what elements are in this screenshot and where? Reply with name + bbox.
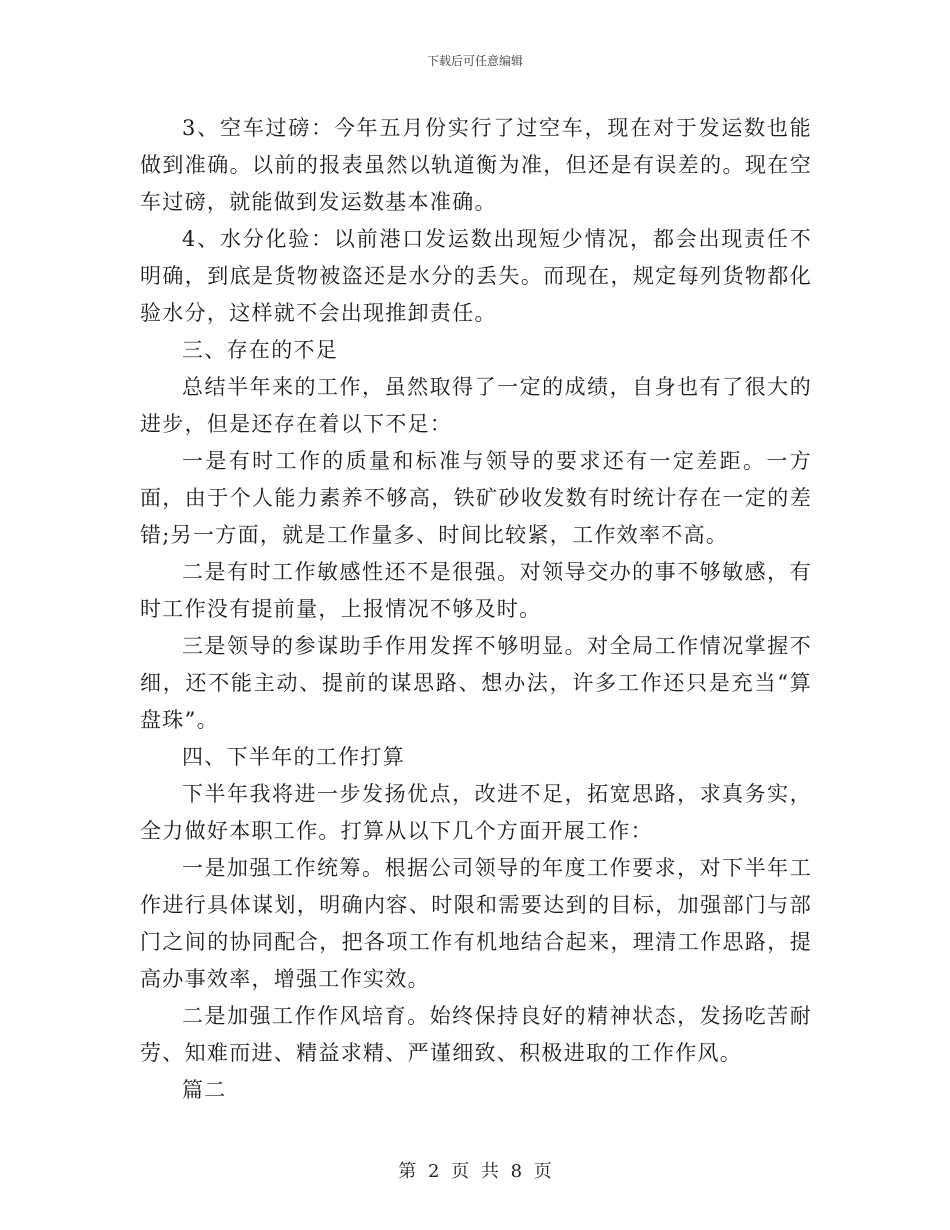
section-heading-shortcomings: 三、存在的不足 [182, 338, 339, 362]
paragraph-plan-2: 二是加强工作作风培育。始终保持良好的精神状态，发扬吃苦耐劳、知难而进、精益求精、严谨细致、积极进取的工作作风。 [140, 1004, 812, 1065]
paragraph-plans-intro: 下半年我将进一步发扬优点，改进不足，拓宽思路，求真务实，全力做好本职工作。打算从以下几个方面开展工作： [140, 782, 812, 843]
page-header: 下载后可任意编辑 [426, 54, 523, 68]
paragraph-shortcoming-1: 一是有时工作的质量和标准与领导的要求还有一定差距。一方面，由于个人能力素养不够高，铁矿砂收发数有时统计存在一定的差错;另一方面，就是工作量多、时间比较紧，工作效率不高。 [140, 449, 812, 547]
paragraph-plan-1: 一是加强工作统筹。根据公司领导的年度工作要求，对下半年工作进行具体谋划，明确内容、时限和需要达到的目标，加强部门与部门之间的协同配合，把各项工作有机地结合起来，理清工作思路，提高办事效率，增强工作实效。 [140, 856, 812, 991]
paragraph-empty-truck-weighing: 3、空车过磅：今年五月份实行了过空车，现在对于发运数也能做到准确。以前的报表虽然以轨道衡为准，但还是有误差的。现在空车过磅，就能做到发运数基本准确。 [140, 116, 812, 214]
document-body [140, 110, 812, 1109]
section-heading-plans: 四、下半年的工作打算 [182, 745, 405, 769]
page-number-footer: 第 2 页 共 8 页 [398, 1161, 552, 1182]
paragraph-moisture-testing: 4、水分化验：以前港口发运数出现短少情况，都会出现责任不明确，到底是货物被盗还是水分的丢失。而现在，规定每列货物都化验水分，这样就不会出现推卸责任。 [140, 227, 812, 325]
section-heading-part-two: 篇二 [182, 1078, 227, 1102]
paragraph-shortcomings-intro: 总结半年来的工作，虽然取得了一定的成绩，自身也有了很大的进步，但是还存在着以下不足： [140, 375, 812, 436]
paragraph-shortcoming-2: 二是有时工作敏感性还不是很强。对领导交办的事不够敏感，有时工作没有提前量，上报情况不够及时。 [140, 560, 812, 621]
paragraph-shortcoming-3: 三是领导的参谋助手作用发挥不够明显。对全局工作情况掌握不细，还不能主动、提前的谋思路、想办法，许多工作还只是充当“算盘珠”。 [140, 634, 812, 732]
